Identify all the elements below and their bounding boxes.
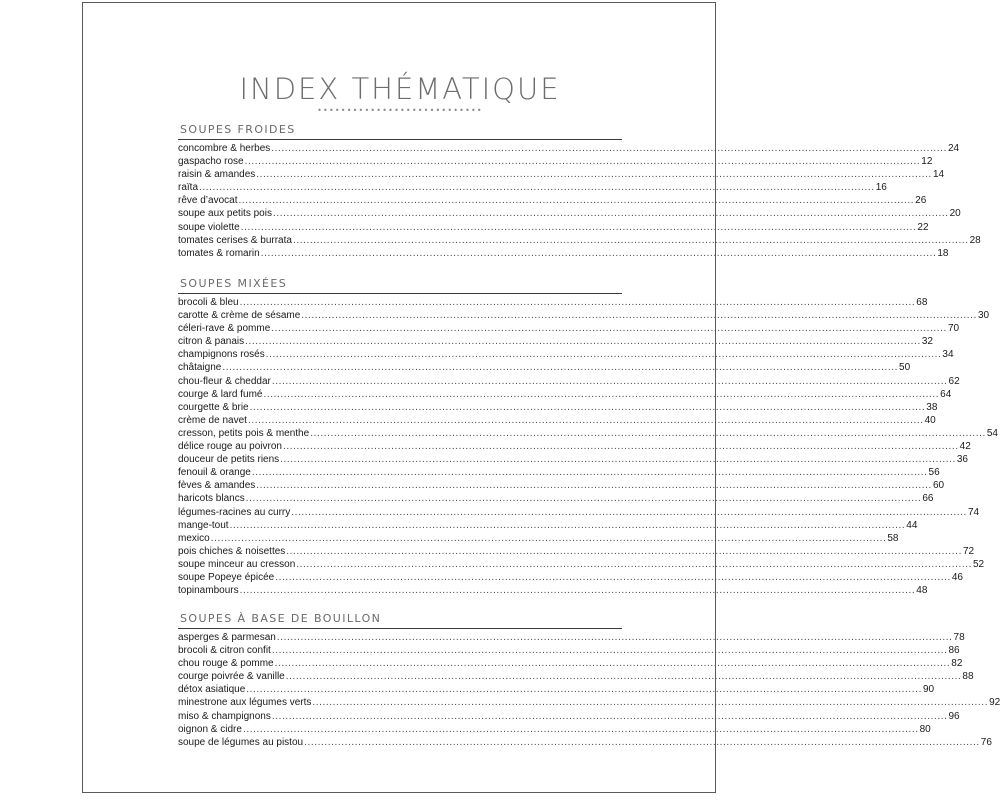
- dot-leader: ........................................................................................................................................................................................................: [256, 169, 932, 181]
- dot-leader: ........................................................................................................................................................................................................: [245, 493, 922, 505]
- entry-page-number: 82: [951, 658, 963, 670]
- entry-page-number: 64: [940, 388, 952, 400]
- index-entry: [178, 221, 929, 234]
- section-rule: [178, 628, 622, 629]
- dot-leader: ........................................................................................................................................................................................................: [282, 441, 959, 453]
- dot-leader: ........................................................................................................................................................................................................: [256, 480, 932, 492]
- entry-page-number: 90: [922, 684, 935, 696]
- dot-leader: ........................................................................................................................................................................................................: [199, 182, 875, 194]
- index-entry: [178, 657, 963, 670]
- index-entry: [178, 296, 928, 309]
- entry-name: mexico: [178, 532, 210, 544]
- entry-name: miso & champignons: [178, 710, 271, 722]
- index-entry: [178, 194, 927, 207]
- dot-leader: ........................................................................................................................................................................................................: [265, 349, 942, 361]
- entry-page-number: 80: [919, 723, 931, 735]
- entry-name: fenouil & orange: [178, 467, 251, 479]
- entry-name: fèves & amandes: [178, 480, 256, 492]
- index-entry: [178, 545, 975, 558]
- index-entry: [178, 181, 887, 194]
- entry-name: détox asiatique: [178, 684, 246, 696]
- entry-name: soupe minceur au cresson: [178, 558, 296, 570]
- entry-name: minestrone aux légumes verts: [178, 697, 312, 709]
- entry-name: légumes-racines au curry: [178, 506, 291, 518]
- index-entry: [178, 683, 935, 696]
- section-heading: SOUPES MIXÉES: [180, 277, 288, 290]
- entry-page-number: 38: [926, 401, 938, 413]
- entry-name: courgette & brie: [178, 401, 249, 413]
- entry-name: soupe aux petits pois: [178, 208, 272, 220]
- index-entry: [178, 322, 960, 335]
- entry-page-number: 92: [989, 697, 1000, 709]
- index-entry: [178, 532, 899, 545]
- entry-page-number: 20: [949, 208, 961, 220]
- entry-page-number: 42: [959, 441, 971, 453]
- entry-name: raisin & amandes: [178, 169, 256, 181]
- index-entry: [178, 414, 936, 427]
- entry-page-number: 12: [921, 156, 933, 168]
- index-entry: [178, 506, 980, 519]
- index-entry: [178, 168, 945, 181]
- entry-list: [178, 142, 981, 260]
- entry-page-number: 48: [916, 585, 928, 597]
- entry-name: douceur de petits riens: [178, 454, 280, 466]
- dot-leader: ........................................................................................................................................................................................................: [286, 545, 962, 557]
- entry-name: courge poivrée & vanille: [178, 671, 285, 683]
- entry-name: raïta: [178, 182, 199, 194]
- entry-name: topinambours: [178, 585, 239, 597]
- dot-leader: ........................................................................................................................................................................................................: [291, 506, 967, 518]
- section-heading: SOUPES FROIDES: [180, 123, 296, 136]
- entry-page-number: 36: [956, 454, 968, 466]
- dot-leader: ........................................................................................................................................................................................................: [247, 414, 924, 426]
- dot-leader: ........................................................................................................................................................................................................: [246, 684, 922, 696]
- page-title: INDEX THÉMATIQUE: [239, 72, 561, 106]
- section-rule: [178, 139, 622, 140]
- section-soupes-mixees: [178, 277, 998, 597]
- dot-leader: ........................................................................................................................................................................................................: [312, 697, 989, 709]
- entry-name: chou-fleur & cheddar: [178, 375, 271, 387]
- entry-name: cresson, petits pois & menthe: [178, 427, 310, 439]
- index-entry: [178, 361, 911, 374]
- index-entry: [178, 375, 960, 388]
- dot-leader: ........................................................................................................................................................................................................: [274, 658, 951, 670]
- entry-page-number: 60: [932, 480, 945, 492]
- entry-page-number: 32: [921, 336, 933, 348]
- entry-name: pois chiches & noisettes: [178, 545, 286, 557]
- entry-name: gaspacho rose: [178, 156, 244, 168]
- index-entry: [178, 479, 945, 492]
- entry-page-number: 54: [986, 427, 998, 439]
- index-entry: [178, 247, 949, 260]
- dot-leader: ........................................................................................................................................................................................................: [263, 388, 940, 400]
- entry-name: délice rouge au poivron: [178, 441, 282, 453]
- index-entry: [178, 388, 952, 401]
- entry-name: concombre & herbes: [178, 143, 271, 154]
- entry-page-number: 78: [953, 632, 965, 643]
- index-entry: [178, 207, 961, 220]
- dot-leader: ........................................................................................................................................................................................................: [271, 710, 948, 722]
- entry-page-number: 28: [969, 234, 981, 246]
- entry-page-number: 56: [928, 467, 940, 479]
- dot-leader: ........................................................................................................................................................................................................: [285, 671, 962, 683]
- dot-leader: ........................................................................................................................................................................................................: [292, 234, 969, 246]
- entry-name: asperges & parmesan: [178, 632, 276, 643]
- index-entry: [178, 670, 974, 683]
- dot-leader: ........................................................................................................................................................................................................: [245, 336, 921, 348]
- dot-leader: ........................................................................................................................................................................................................: [301, 310, 977, 322]
- dot-leader: ........................................................................................................................................................................................................: [271, 143, 947, 154]
- entry-page-number: 26: [915, 195, 927, 207]
- dot-leader: ........................................................................................................................................................................................................: [242, 723, 919, 735]
- entry-page-number: 34: [942, 349, 954, 361]
- dot-leader: ........................................................................................................................................................................................................: [276, 632, 953, 643]
- entry-page-number: 46: [951, 571, 963, 583]
- index-entry: [178, 440, 971, 453]
- entry-page-number: 66: [922, 493, 934, 505]
- entry-page-number: 70: [947, 323, 960, 335]
- entry-name: citron & panais: [178, 336, 245, 348]
- index-entry: [178, 723, 931, 736]
- entry-name: chou rouge & pomme: [178, 658, 274, 670]
- entry-page-number: 18: [937, 247, 949, 259]
- entry-page-number: 86: [948, 645, 960, 657]
- entry-page-number: 58: [887, 532, 899, 544]
- dot-leader: ........................................................................................................................................................................................................: [239, 585, 916, 597]
- index-entry: [178, 335, 933, 348]
- entry-name: carotte & crème de sésame: [178, 310, 301, 322]
- entry-page-number: 30: [977, 310, 990, 322]
- index-entry: [178, 309, 990, 322]
- dot-leader: ........................................................................................................................................................................................................: [249, 401, 926, 413]
- entry-name: mange-tout: [178, 519, 229, 531]
- dot-leader: ........................................................................................................................................................................................................: [238, 195, 915, 207]
- index-entry: [178, 519, 918, 532]
- dot-leader: ........................................................................................................................................................................................................: [310, 427, 986, 439]
- index-entry: [178, 710, 960, 723]
- dot-leader: ........................................................................................................................................................................................................: [275, 571, 951, 583]
- index-entry: [178, 631, 965, 644]
- section-rule: [178, 293, 622, 294]
- index-entry: [178, 427, 998, 440]
- dot-leader: ........................................................................................................................................................................................................: [296, 558, 972, 570]
- entry-page-number: 72: [962, 545, 975, 557]
- dot-leader: ........................................................................................................................................................................................................: [239, 297, 916, 308]
- entry-name: tomates cerises & burrata: [178, 234, 292, 246]
- entry-page-number: 74: [967, 506, 980, 518]
- dot-leader: ........................................................................................................................................................................................................: [304, 736, 980, 748]
- entry-page-number: 96: [948, 710, 960, 722]
- dot-leader: ........................................................................................................................................................................................................: [240, 221, 917, 233]
- entry-page-number: 22: [917, 221, 929, 233]
- dot-leader: ........................................................................................................................................................................................................: [222, 362, 899, 374]
- entry-name: crème de navet: [178, 414, 247, 426]
- entry-page-number: 24: [947, 143, 960, 154]
- dot-leader: ........................................................................................................................................................................................................: [244, 156, 921, 168]
- dot-leader: ........................................................................................................................................................................................................: [260, 247, 937, 259]
- entry-page-number: 50: [899, 362, 911, 374]
- index-entry: [178, 558, 985, 571]
- entry-name: soupe Popeye épicée: [178, 571, 275, 583]
- dot-leader: ........................................................................................................................................................................................................: [271, 323, 947, 335]
- entry-page-number: 16: [875, 182, 887, 194]
- section-soupes-bouillon: [178, 612, 1000, 749]
- entry-page-number: 14: [932, 169, 945, 181]
- entry-name: haricots blancs: [178, 493, 245, 505]
- index-entry: [178, 584, 928, 597]
- dot-leader: ........................................................................................................................................................................................................: [272, 208, 949, 220]
- entry-name: rêve d’avocat: [178, 195, 238, 207]
- index-entry: [178, 348, 954, 361]
- entry-page-number: 68: [916, 297, 928, 308]
- entry-list: [178, 631, 1000, 749]
- title-ornament: ••••••••••••••••••••••••••••: [317, 106, 483, 115]
- index-entry: [178, 571, 963, 584]
- entry-page-number: 88: [962, 671, 974, 683]
- entry-name: brocoli & citron confit: [178, 645, 271, 657]
- entry-page-number: 40: [924, 414, 936, 426]
- entry-name: céleri-rave & pomme: [178, 323, 271, 335]
- entry-page-number: 62: [948, 375, 960, 387]
- index-entry: [178, 453, 968, 466]
- entry-name: courge & lard fumé: [178, 388, 263, 400]
- entry-name: soupe violette: [178, 221, 240, 233]
- entry-page-number: 76: [980, 736, 992, 748]
- index-entry: [178, 492, 934, 505]
- entry-name: champignons rosés: [178, 349, 265, 361]
- index-entry: [178, 736, 992, 749]
- entry-name: châtaigne: [178, 362, 222, 374]
- index-entry: [178, 142, 960, 155]
- index-entry: [178, 466, 940, 479]
- entry-list: [178, 296, 998, 597]
- entry-name: tomates & romarin: [178, 247, 260, 259]
- entry-name: oignon & cidre: [178, 723, 242, 735]
- entry-name: soupe de légumes au pistou: [178, 736, 304, 748]
- index-entry: [178, 401, 938, 414]
- entry-page-number: 44: [906, 519, 918, 531]
- dot-leader: ........................................................................................................................................................................................................: [251, 467, 928, 479]
- dot-leader: ........................................................................................................................................................................................................: [271, 375, 948, 387]
- dot-leader: ........................................................................................................................................................................................................: [280, 454, 956, 466]
- index-entry: [178, 234, 981, 247]
- index-entry: [178, 696, 1000, 709]
- dot-leader: ........................................................................................................................................................................................................: [210, 532, 887, 544]
- section-soupes-froides: [178, 123, 981, 260]
- dot-leader: ........................................................................................................................................................................................................: [271, 645, 948, 657]
- index-entry: [178, 644, 960, 657]
- section-heading: SOUPES À BASE DE BOUILLON: [180, 612, 382, 625]
- dot-leader: ........................................................................................................................................................................................................: [229, 519, 906, 531]
- index-entry: [178, 155, 933, 168]
- entry-page-number: 52: [972, 558, 985, 570]
- entry-name: brocoli & bleu: [178, 297, 239, 308]
